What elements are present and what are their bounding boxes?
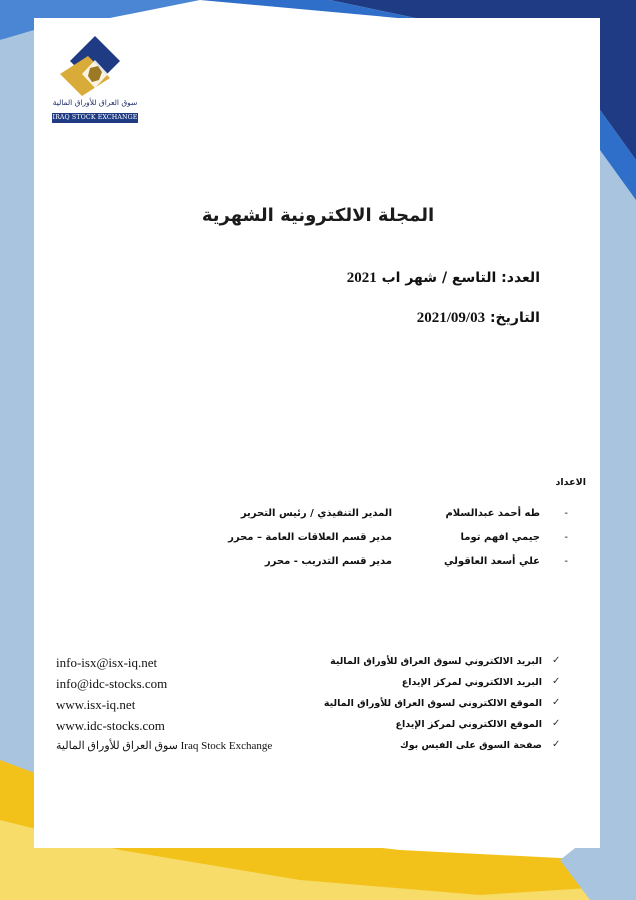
staff-name: جيمي افهم توما	[460, 532, 540, 543]
date-label: التاريخ:	[489, 310, 540, 326]
check-icon: ✓	[552, 697, 561, 708]
right-strip	[600, 150, 636, 900]
page-title: المجلة الالكترونية الشهرية	[201, 205, 435, 226]
contact-row	[0, 676, 636, 696]
list-dash: -	[564, 532, 568, 543]
staff-row	[160, 556, 580, 580]
issue-year: 2021	[346, 270, 377, 286]
contact-row	[0, 697, 636, 717]
list-dash: -	[564, 556, 568, 567]
contact-row	[0, 718, 636, 738]
check-icon: ✓	[552, 655, 561, 666]
contact-website-isx[interactable]: www.isx-iq.net	[56, 697, 136, 712]
date-value: 2021/09/03	[416, 310, 486, 326]
logo-name-arabic: سوق العراق للأوراق المالية	[52, 98, 138, 107]
contact-email-idc[interactable]: info@idc-stocks.com	[56, 676, 168, 691]
contact-label: البريد الالكتروني لسوق العراق للأوراق المالية	[330, 656, 542, 667]
preparation-heading: الاعداد	[555, 477, 586, 488]
contact-label: الموقع الالكتروني لمركز الإيداع	[395, 719, 542, 730]
staff-role: مدير قسم التدريب - محرر	[264, 556, 392, 567]
staff-row	[160, 508, 580, 532]
contact-website-idc[interactable]: www.idc-stocks.com	[56, 718, 165, 733]
staff-role: المدير التنفيذي / رئيس التحرير	[240, 508, 392, 519]
header-name-arabic: سوق العراق للأوراق المالية	[421, 30, 596, 45]
logo-name-english: IRAQ STOCK EXCHANGE	[52, 114, 138, 121]
header-name-english: Iraq Stock Exchange	[457, 52, 596, 69]
check-icon: ✓	[552, 739, 561, 750]
contact-label: الموقع الالكتروني لسوق العراق للأوراق المالية	[323, 698, 542, 709]
issue-line	[347, 270, 540, 287]
staff-name: طه أحمد عبدالسلام	[445, 508, 540, 519]
list-dash: -	[564, 508, 568, 519]
staff-role: مدير قسم العلاقات العامة – محرر	[228, 532, 392, 543]
date-line	[417, 310, 540, 327]
staff-name: علي أسعد العاقولي	[444, 556, 540, 567]
contact-facebook[interactable]: سوق العراق للأوراق المالية Iraq Stock Exchange	[56, 740, 273, 752]
contact-label: صفحة السوق على الفيس بوك	[400, 740, 542, 751]
check-icon: ✓	[552, 676, 561, 687]
staff-list	[160, 508, 580, 580]
issue-label: العدد: التاسع / شهر اب	[381, 270, 540, 286]
check-icon: ✓	[552, 718, 561, 729]
contact-email-isx[interactable]: info-isx@isx-iq.net	[56, 655, 158, 670]
contact-label: البريد الالكتروني لمركز الإيداع	[401, 677, 542, 688]
contact-row	[0, 655, 636, 675]
contact-row	[0, 739, 636, 759]
staff-row	[160, 532, 580, 556]
